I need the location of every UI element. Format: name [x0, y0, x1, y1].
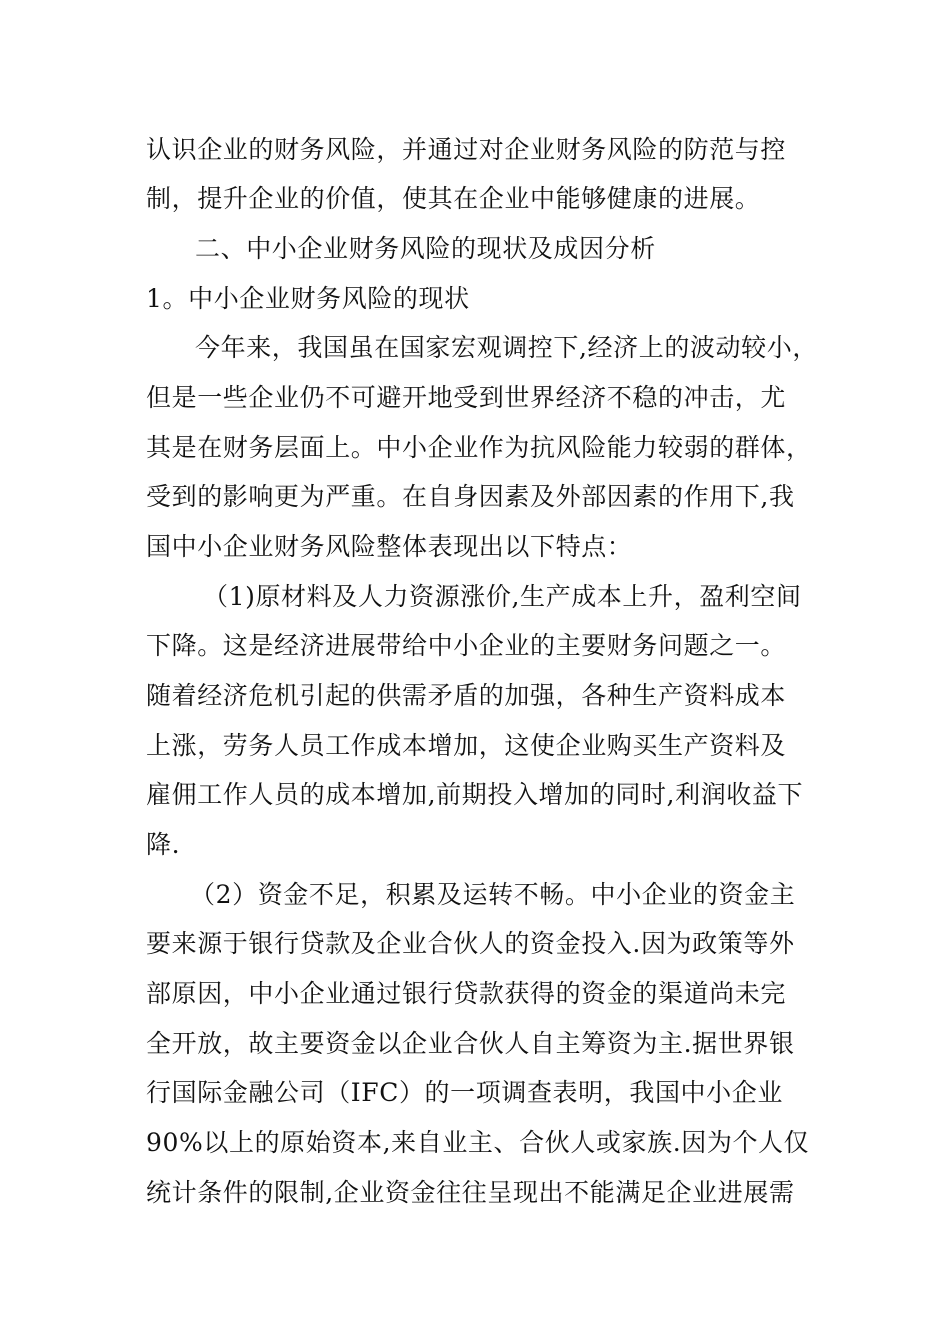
- subsection-heading: 1。中小企业财务风险的现状: [146, 284, 470, 313]
- text-line: 上涨，劳务人员工作成本增加，这使企业购买生产资料及: [146, 731, 787, 760]
- text-line: 认识企业的财务风险，并通过对企业财务风险的防范与控: [146, 135, 787, 164]
- text-line: （1)原材料及人力资源涨价,生产成本上升，盈利空间: [203, 582, 802, 611]
- text-line: 90%以上的原始资本,来自业主、合伙人或家族.因为个人仅: [146, 1128, 810, 1157]
- section-heading: 二、中小企业财务风险的现状及成因分析: [195, 234, 656, 263]
- text-line: 但是一些企业仍不可避开地受到世界经济不稳的冲击，尤: [146, 383, 787, 412]
- text-line: 下降。这是经济进展带给中小企业的主要财务问题之一。: [146, 631, 787, 660]
- text-line: 制，提升企业的价值，使其在企业中能够健康的进展。: [146, 184, 761, 213]
- text-line: 部原因，中小企业通过银行贷款获得的资金的渠道尚未完: [146, 979, 787, 1008]
- text-line: 受到的影响更为严重。在自身因素及外部因素的作用下,我: [146, 482, 795, 511]
- text-line: 其是在财务层面上。中小企业作为抗风险能力较弱的群体，: [146, 433, 812, 462]
- text-line: 全开放，故主要资金以企业合伙人自主筹资为主.据世界银: [146, 1029, 795, 1058]
- text-line: 行国际金融公司（IFC）的一项调查表明，我国中小企业: [146, 1078, 783, 1107]
- text-line: 统计条件的限制,企业资金往往呈现出不能满足企业进展需: [146, 1178, 795, 1207]
- text-line: 随着经济危机引起的供需矛盾的加强，各种生产资料成本: [146, 681, 787, 710]
- text-line: （2）资金不足，积累及运转不畅。中小企业的资金主: [190, 880, 796, 909]
- text-line: 降.: [146, 830, 181, 859]
- text-line: 国中小企业财务风险整体表现出以下特点：: [146, 532, 633, 561]
- text-line: 要来源于银行贷款及企业合伙人的资金投入.因为政策等外: [146, 929, 795, 958]
- text-line: 今年来，我国虽在国家宏观调控下,经济上的波动较小，: [195, 333, 818, 362]
- text-line: 雇佣工作人员的成本增加,前期投入增加的同时,利润收益下: [146, 780, 804, 809]
